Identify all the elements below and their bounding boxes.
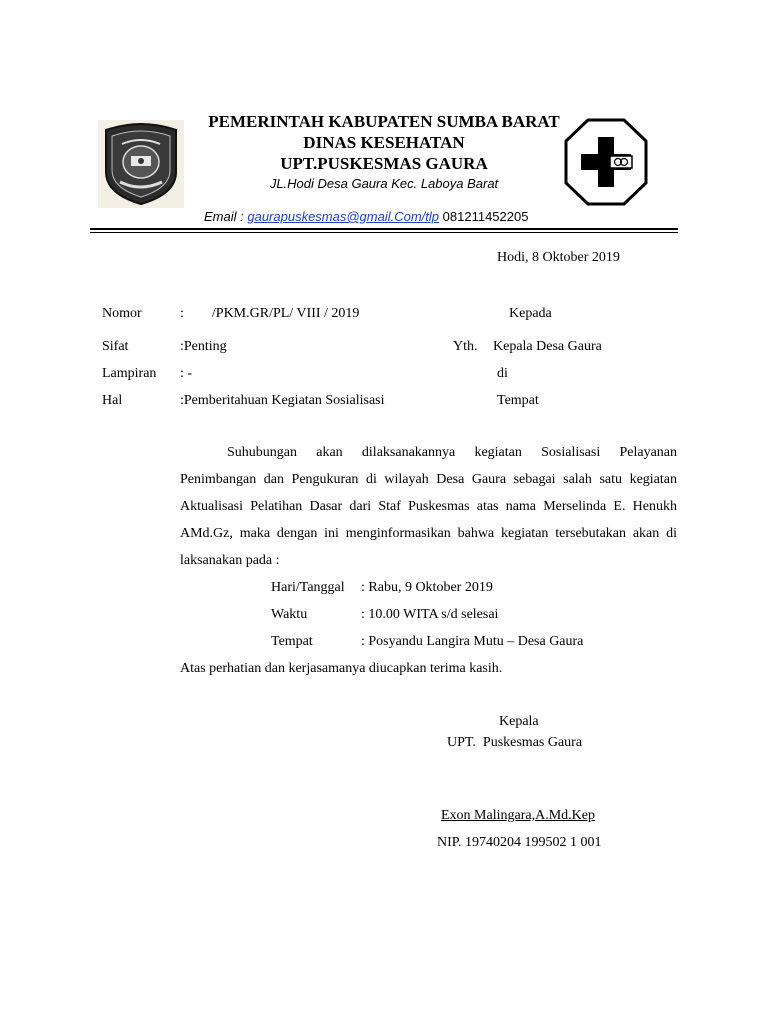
recipient-yth: Yth. (453, 339, 478, 354)
sifat-label: Sifat (102, 339, 129, 354)
letterhead-line2: DINAS KESEHATAN (303, 133, 465, 152)
lampiran-label: Lampiran (102, 366, 157, 381)
sifat-value: :Penting (180, 339, 227, 354)
letterhead-rule-thin (90, 232, 678, 233)
detail-label-place: Tempat (271, 634, 313, 649)
detail-value-date: : Rabu, 9 Oktober 2019 (361, 580, 493, 595)
detail-label-date: Hari/Tanggal (271, 580, 345, 595)
letterhead-contact (204, 209, 528, 224)
body-paragraph-block (180, 439, 677, 574)
puskesmas-cross-icon (563, 117, 649, 207)
body-paragraph: Suhubungan akan dilaksanakannya kegiatan Sosialisasi Pelayanan Penimbangan dan Pengukuran di wilayah Desa Gaura sebagai salah satu kegiatan Aktualisasi Pelatihan Dasar dari Staf Puskesmas atas nama Merselinda E. Henukh AMd.Gz, maka dengan ini menginformasikan bahwa kegiatan tersebutakan akan di laksanakan pada : (180, 445, 677, 568)
letterhead-line3: UPT.PUSKESMAS GAURA (280, 154, 488, 173)
recipient-name: Kepala Desa Gaura (493, 339, 602, 354)
letterhead-line1: PEMERINTAH KABUPATEN SUMBA BARAT (208, 112, 560, 131)
signature-name: Exon Malingara,A.Md.Kep (441, 808, 595, 823)
letterhead-rule-thick (90, 228, 678, 230)
detail-value-time: : 10.00 WITA s/d selesai (361, 607, 499, 622)
date-line: Hodi, 8 Oktober 2019 (497, 250, 620, 265)
nomor-value: : /PKM.GR/PL/ VIII / 2019 (180, 306, 360, 321)
regency-emblem-icon (98, 120, 184, 208)
recipient-tempat: Tempat (497, 393, 539, 408)
email-label: Email : (204, 209, 244, 224)
detail-value-place: : Posyandu Langira Mutu – Desa Gaura (361, 634, 584, 649)
detail-label-time: Waktu (271, 607, 308, 622)
email-link[interactable]: gaurapuskesmas@gmail.Com/tlp (247, 209, 440, 224)
hal-label: Hal (102, 393, 123, 408)
recipient-di: di (497, 366, 508, 381)
lampiran-value: : - (180, 366, 193, 381)
recipient-kepada: Kepada (509, 306, 552, 321)
nomor-label: Nomor (102, 306, 142, 321)
signature-title1: Kepala (499, 714, 539, 729)
closing-line: Atas perhatian dan kerjasamanya diucapkan terima kasih. (180, 661, 503, 676)
signature-title2: UPT. Puskesmas Gaura (447, 735, 583, 750)
hal-value: :Pemberitahuan Kegiatan Sosialisasi (180, 393, 385, 408)
signature-nip: NIP. 19740204 199502 1 001 (437, 835, 602, 850)
phone-number: 081211452205 (442, 209, 529, 224)
letterhead-address: JL.Hodi Desa Gaura Kec. Laboya Barat (269, 176, 499, 191)
